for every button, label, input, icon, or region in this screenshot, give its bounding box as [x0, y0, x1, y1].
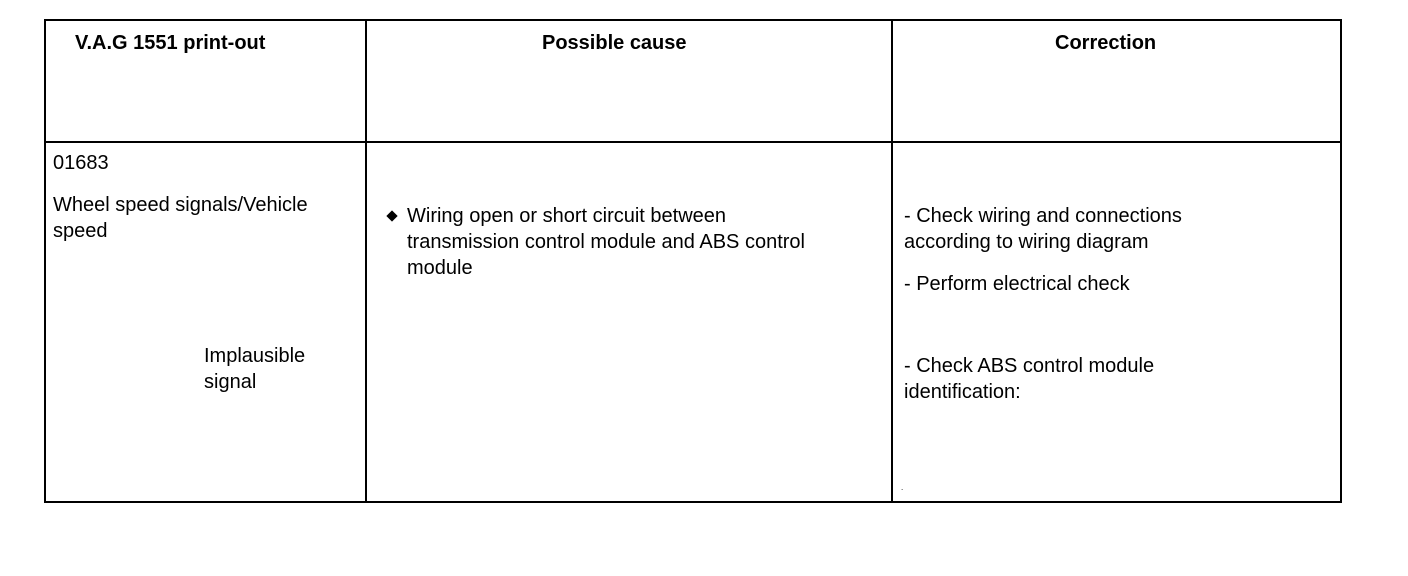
cause-line2: transmission control module and ABS control — [407, 231, 805, 253]
stray-mark: . — [901, 483, 904, 492]
correction-abs-id-line1: - Check ABS control module — [904, 355, 1155, 377]
header-vag-printout: V.A.G 1551 print-out — [75, 32, 266, 54]
cause-line1: Wiring open or short circuit between — [407, 205, 727, 227]
fault-name-line2: speed — [53, 220, 108, 242]
column-divider-2 — [891, 21, 893, 501]
fault-table — [44, 19, 1342, 503]
fault-type-line2: signal — [204, 371, 257, 393]
header-correction: Correction — [1055, 32, 1157, 54]
cause-line3: module — [407, 257, 473, 279]
header-possible-cause: Possible cause — [542, 32, 687, 54]
correction-check-wiring-line2: according to wiring diagram — [904, 231, 1149, 253]
fault-name-line1: Wheel speed signals/Vehicle — [53, 194, 308, 216]
fault-code: 01683 — [53, 152, 109, 174]
correction-electrical-check: - Perform electrical check — [904, 273, 1130, 295]
bullet-diamond-icon — [386, 210, 397, 221]
fault-type-line1: Implausible — [204, 345, 306, 367]
header-divider — [46, 141, 1340, 143]
correction-check-wiring-line1: - Check wiring and connections — [904, 205, 1182, 227]
column-divider-1 — [365, 21, 367, 501]
correction-abs-id-line2: identification: — [904, 381, 1021, 403]
